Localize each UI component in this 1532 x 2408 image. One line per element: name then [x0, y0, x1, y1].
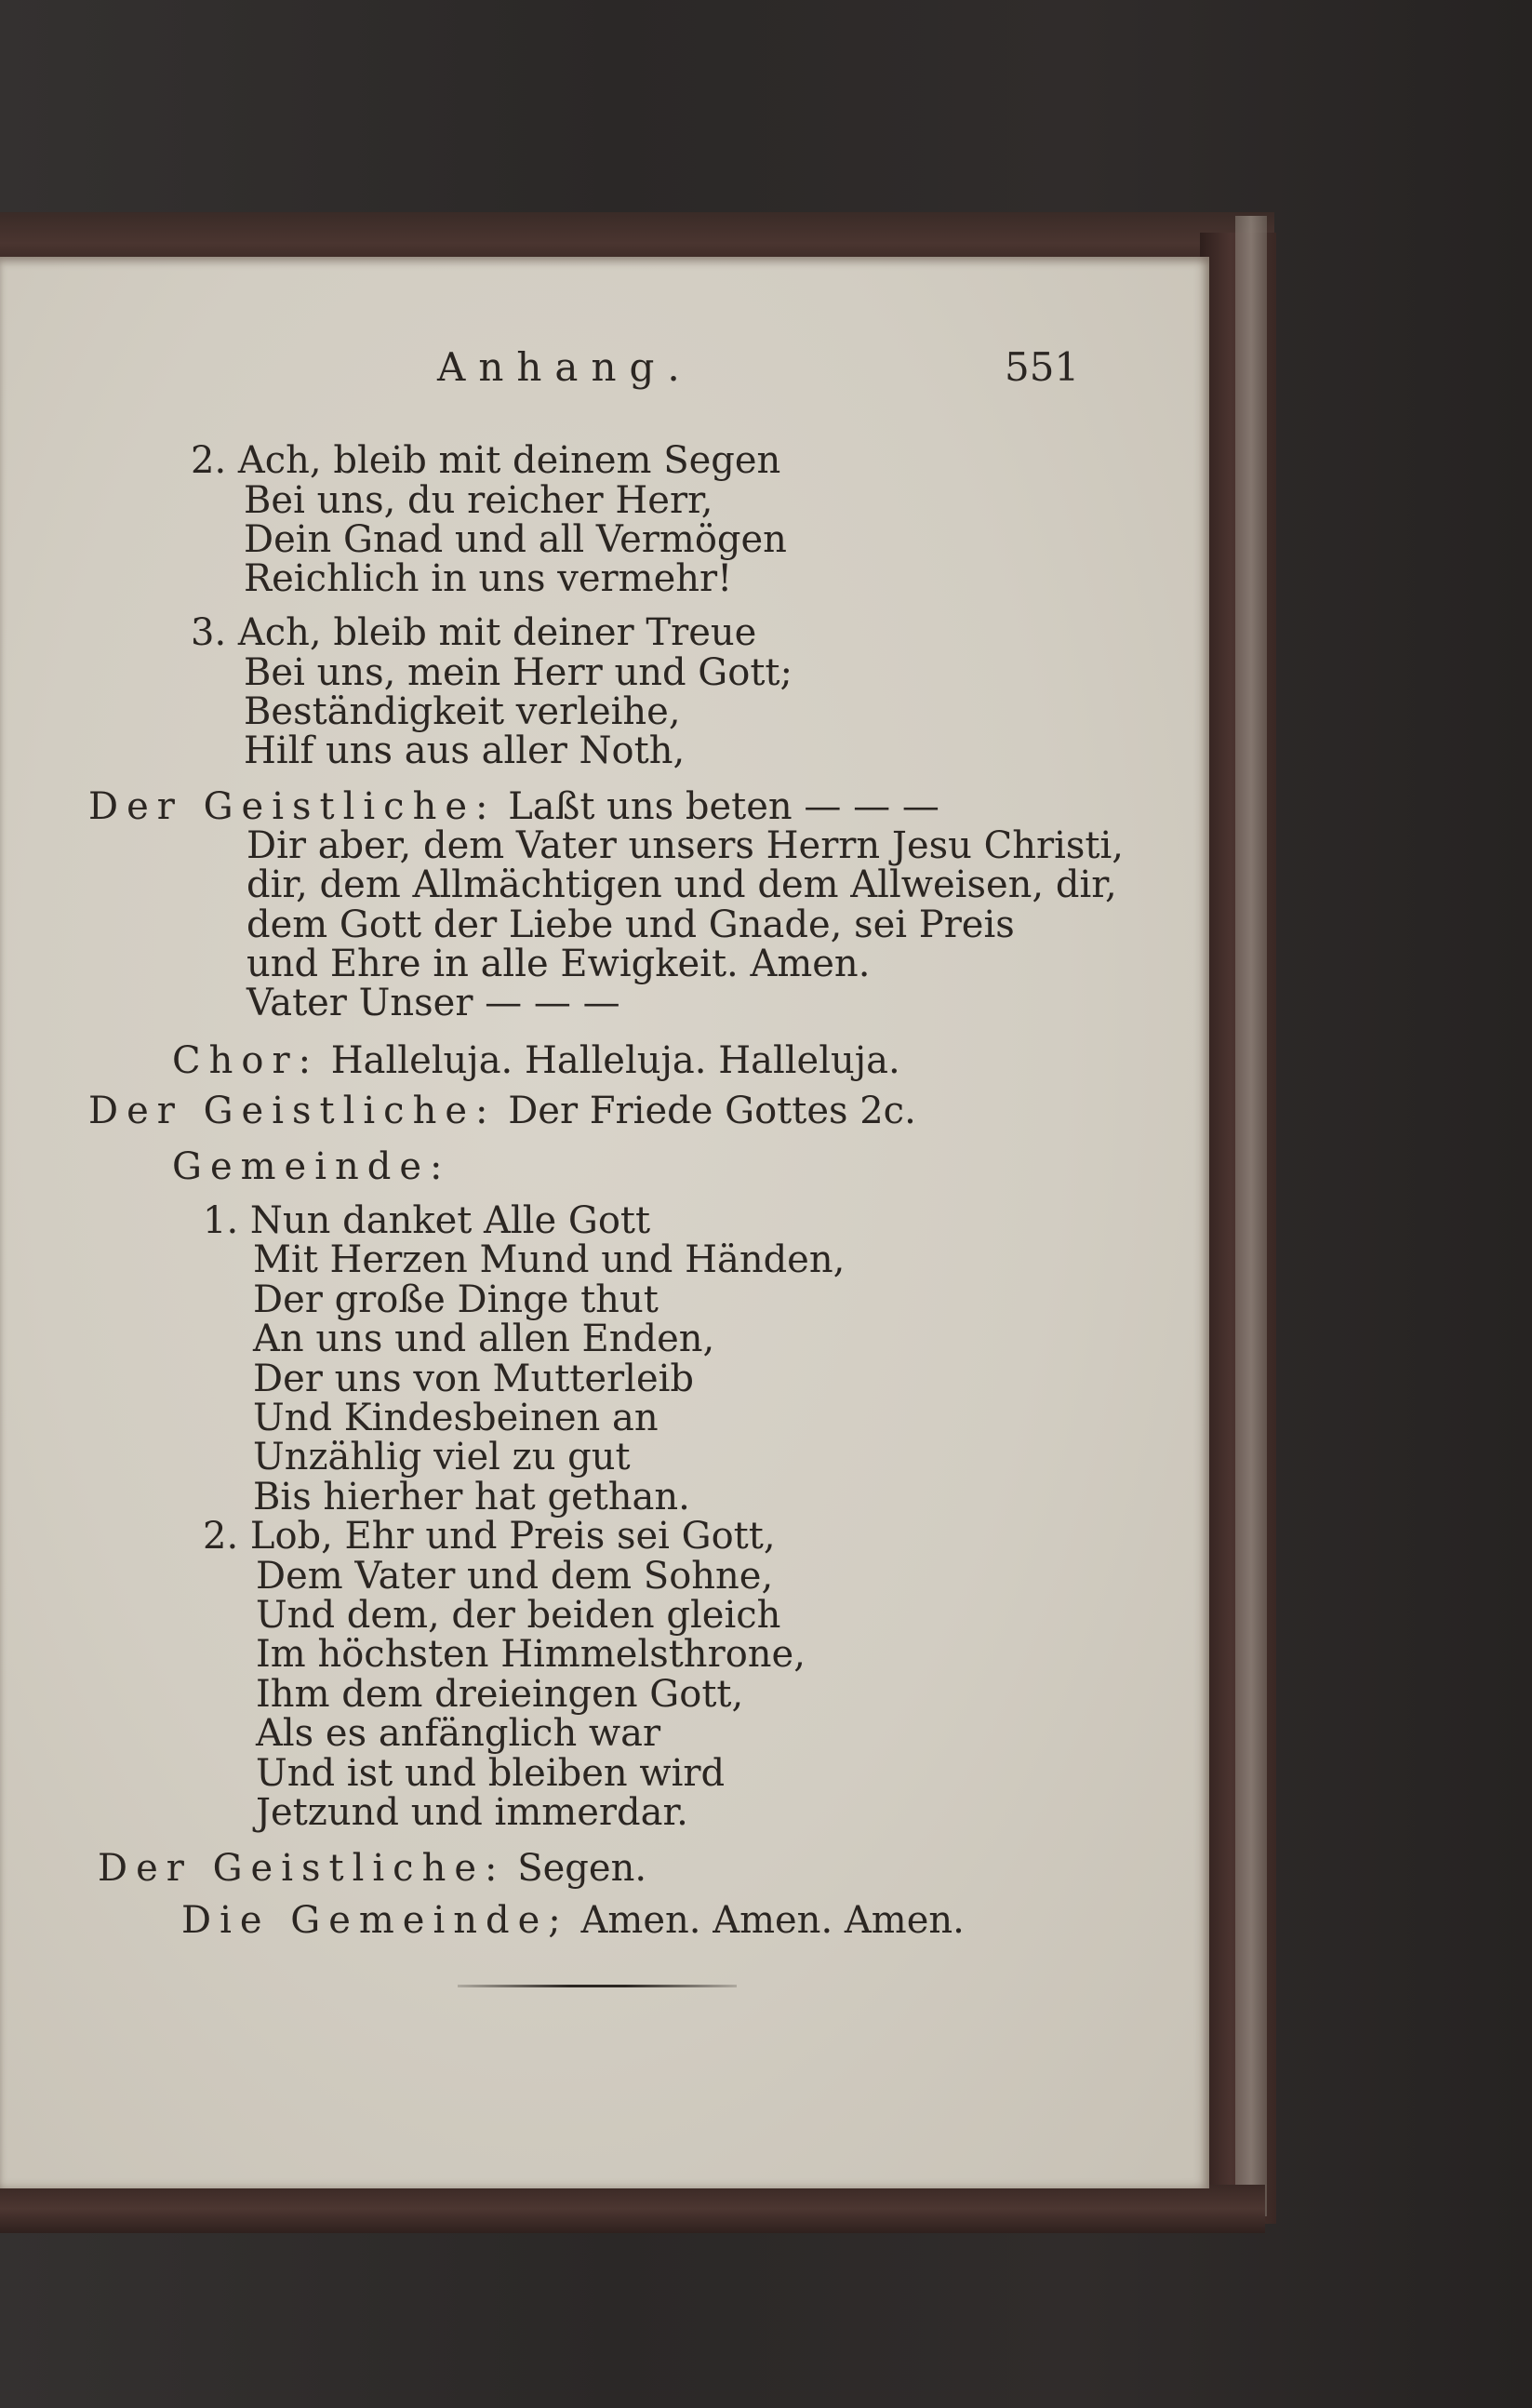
hymn-line: Und Kindesbeinen an: [253, 1397, 659, 1439]
amen-text: Amen. Amen. Amen.: [580, 1899, 965, 1942]
hymn-line: Und ist und bleiben wird: [256, 1752, 726, 1795]
speaker-label: Die Gemeinde;: [181, 1899, 569, 1942]
priest-blessing-line: [88, 1090, 916, 1131]
speaker-label: Chor:: [172, 1039, 320, 1082]
book-cover-worn-edge: [1235, 216, 1267, 2216]
verse-line: 2. Ach, bleib mit deinem Segen: [191, 439, 781, 482]
congregation-label: Gemeinde:: [172, 1145, 451, 1188]
hymn-line: Der große Dinge thut: [253, 1278, 659, 1321]
blessing-text: Der Friede Gottes 2c.: [508, 1090, 916, 1132]
prayer-line: Dir aber, dem Vater unsers Herrn Jesu Christi,: [246, 824, 1125, 867]
priest-prayer-line: [88, 786, 939, 827]
hymn-line: Dem Vater und dem Sohne,: [256, 1555, 774, 1598]
congregation-amen-line: [181, 1900, 965, 1941]
hymn-line: Unzählig viel zu gut: [253, 1436, 631, 1478]
priest-benediction-line: [98, 1848, 646, 1889]
closing-rule: [458, 1985, 737, 1987]
speaker-label: Der Geistliche:: [88, 1090, 497, 1132]
verse-line: Reichlich in uns vermehr!: [244, 557, 733, 600]
verse-line: Bei uns, du reicher Herr,: [244, 479, 713, 522]
hymn-line: An uns und allen Enden,: [253, 1318, 715, 1360]
verse-line: Dein Gnad und all Vermögen: [244, 518, 787, 561]
prayer-line: und Ehre in alle Ewigkeit. Amen.: [246, 943, 871, 985]
speaker-label: Der Geistliche:: [88, 785, 497, 828]
hymn-line: Bis hierher hat gethan.: [253, 1476, 690, 1518]
speaker-label: Der Geistliche:: [98, 1847, 506, 1890]
verse-line: Hilf uns aus aller Noth,: [244, 729, 686, 772]
verse-line: Bei uns, mein Herr und Gott;: [244, 651, 793, 694]
hymn-line: Und dem, der beiden gleich: [256, 1594, 781, 1637]
hymn-line: Ihm dem dreieingen Gott,: [256, 1673, 744, 1716]
prayer-text: Laßt uns beten — — —: [508, 785, 939, 828]
hymn-line: Mit Herzen Mund und Händen,: [253, 1238, 846, 1281]
verse-line: 3. Ach, bleib mit deiner Treue: [191, 611, 757, 654]
choir-line: [172, 1040, 900, 1081]
hymn-line: Als es anfänglich war: [256, 1712, 661, 1755]
book-cover-bottom-edge: [0, 2185, 1265, 2233]
page-number: 551: [1005, 344, 1080, 390]
hymn-line: Im höchsten Himmelsthrone,: [256, 1633, 806, 1676]
hymn-line: Der uns von Mutterleib: [253, 1358, 695, 1400]
prayer-line: Vater Unser — — —: [246, 982, 620, 1024]
prayer-line: dem Gott der Liebe und Gnade, sei Preis: [246, 903, 1015, 946]
running-head: Anhang.: [437, 344, 693, 390]
prayer-line: dir, dem Allmächtigen und dem Allweisen, dir,: [246, 863, 1117, 906]
choir-text: Halleluja. Halleluja. Halleluja.: [330, 1039, 900, 1082]
hymn-line: 1. Nun danket Alle Gott: [203, 1199, 651, 1242]
hymn-line: 2. Lob, Ehr und Preis sei Gott,: [203, 1515, 776, 1558]
verse-line: Beständigkeit verleihe,: [244, 690, 681, 733]
hymn-line: Jetzund und immerdar.: [256, 1791, 688, 1834]
benediction-text: Segen.: [517, 1847, 647, 1890]
